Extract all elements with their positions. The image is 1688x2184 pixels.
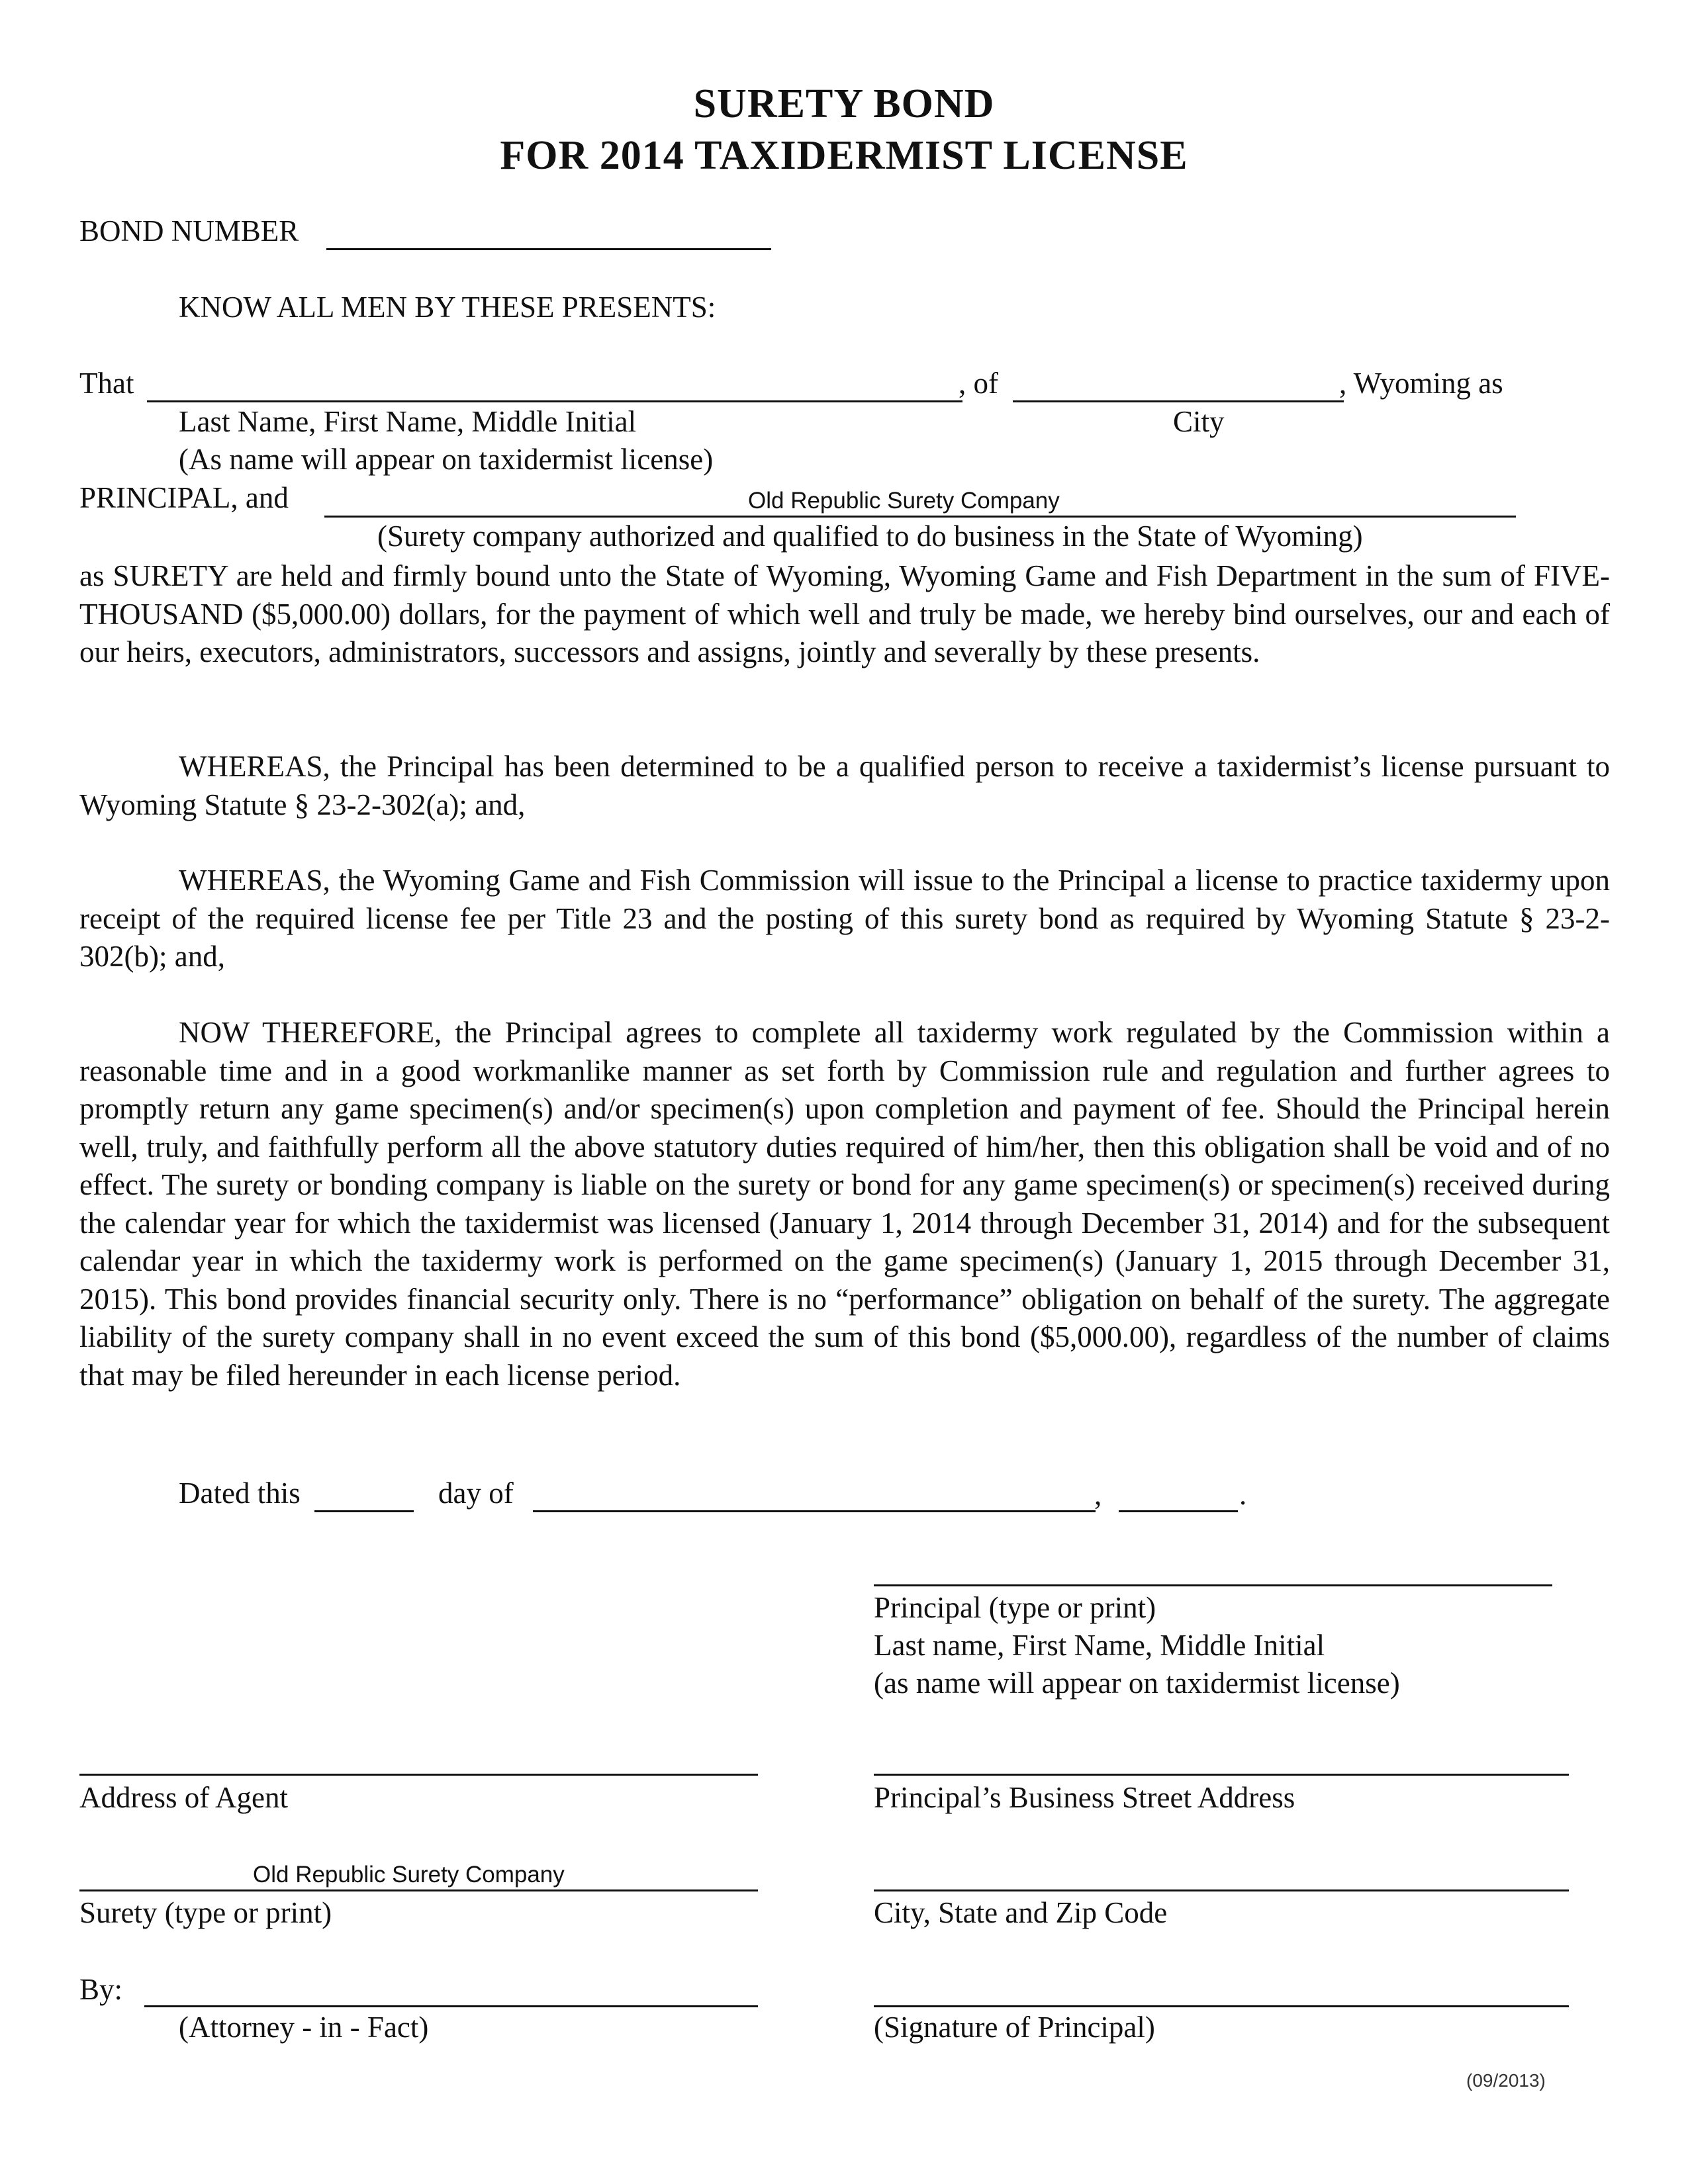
city-state-zip-line[interactable] xyxy=(874,1889,1569,1891)
attorney-signature-line[interactable] xyxy=(144,2005,758,2007)
intro-text: KNOW ALL MEN BY THESE PRESENTS: xyxy=(179,291,716,324)
surety-print-value: Old Republic Surety Company xyxy=(253,1862,565,1888)
paragraph-whereas-1: WHEREAS, the Principal has been determined to be a qualified person to receive a taxidermist’s license pursuant to Wyoming Statute § 23-2-302(a); and, xyxy=(79,750,1610,821)
form-title-line1: SURETY BOND xyxy=(693,81,995,126)
dated-period: . xyxy=(1239,1478,1247,1511)
city-state-zip-caption: City, State and Zip Code xyxy=(874,1896,1168,1929)
principal-print-name-line[interactable] xyxy=(874,1584,1552,1586)
wyoming-as-label: , Wyoming as xyxy=(1339,367,1503,400)
dated-month-field[interactable] xyxy=(533,1510,1096,1512)
principal-city-field[interactable] xyxy=(1013,400,1344,402)
attorney-caption: (Attorney - in - Fact) xyxy=(179,2011,429,2044)
bond-number-label: BOND NUMBER xyxy=(79,214,299,248)
dated-comma: , xyxy=(1094,1478,1102,1511)
name-note: (As name will appear on taxidermist license) xyxy=(179,443,714,476)
revision-date: (09/2013) xyxy=(1466,2070,1546,2091)
bond-number-field[interactable] xyxy=(326,248,771,250)
agent-address-caption: Address of Agent xyxy=(79,1781,288,1814)
business-address-line[interactable] xyxy=(874,1774,1569,1776)
that-label: That xyxy=(79,367,134,400)
city-caption: City xyxy=(1173,405,1225,438)
principal-signature-line[interactable] xyxy=(874,2005,1569,2007)
surety-caption: (Surety company authorized and qualified to do business in the State of Wyoming) xyxy=(377,520,1363,553)
principal-caption-1: Principal (type or print) xyxy=(874,1591,1156,1624)
dated-this-label: Dated this xyxy=(179,1477,301,1510)
paragraph-now-therefore: NOW THEREFORE, the Principal agrees to complete all taxidermy work regulated by the Commission within a reasonable time and in a good workmanlike manner as set forth by Commission rule and regulation and further agrees to promptly return any game specimen(s) and/or specimen(s) upon completion and payment of fee. Should the Principal herein well, truly, and faithfully perform all the above statutory duties required of him/her, then this obligation shall be void and of no effect. The surety or bonding company is liable on the surety or bond for any game specimen(s) or specimen(s) received during the calendar year for which the taxidermist was licensed (January 1, 2014 through December 31, 2014) and for the subsequent calendar year in which the taxidermy work is performed on the game specimen(s) (January 1, 2015 through December 31, 2015). This bond provides financial security only. There is no “performance” obligation on behalf of the surety. The aggregate liability of the surety company shall in no event exceed the sum of this bond ($5,000.00), regardless of the number of claims that may be filed hereunder in each license period. xyxy=(79,1016,1610,1392)
dated-day-field[interactable] xyxy=(314,1510,414,1512)
surety-print-line[interactable] xyxy=(79,1862,758,1891)
surety-company-value: Old Republic Surety Company xyxy=(748,488,1060,514)
day-of-label: day of xyxy=(438,1477,514,1510)
paragraph-surety: as SURETY are held and firmly bound unto the State of Wyoming, Wyoming Game and Fish Department in the sum of FIVE-THOUSAND ($5,000.00) dollars, for the payment of which well and truly be made, we hereby bind ourselves, our and each of our heirs, executors, administrators, successors and assigns, jointly and severally by these presents. xyxy=(79,559,1610,668)
paragraph-whereas-2: WHEREAS, the Wyoming Game and Fish Commission will issue to the Principal a license to practice taxidermy upon receipt of the required license fee per Title 23 and the posting of this surety bond as required by Wyoming Statute § 23-2-302(b); and, xyxy=(79,864,1610,973)
of-label: , of xyxy=(959,367,998,400)
principal-caption-3: (as name will appear on taxidermist license) xyxy=(874,1666,1400,1700)
form-title-line2: FOR 2014 TAXIDERMIST LICENSE xyxy=(500,133,1188,178)
principal-signature-caption: (Signature of Principal) xyxy=(874,2011,1155,2044)
agent-address-line[interactable] xyxy=(79,1774,758,1776)
by-label: By: xyxy=(79,1973,123,2006)
surety-print-caption: Surety (type or print) xyxy=(79,1896,332,1929)
surety-company-field[interactable] xyxy=(324,488,1516,518)
business-address-caption: Principal’s Business Street Address xyxy=(874,1781,1295,1814)
dated-year-field[interactable] xyxy=(1119,1510,1238,1512)
principal-name-field[interactable] xyxy=(147,400,962,402)
principal-caption-2: Last name, First Name, Middle Initial xyxy=(874,1629,1325,1662)
principal-and-label: PRINCIPAL, and xyxy=(79,481,289,514)
name-caption: Last Name, First Name, Middle Initial xyxy=(179,405,637,438)
